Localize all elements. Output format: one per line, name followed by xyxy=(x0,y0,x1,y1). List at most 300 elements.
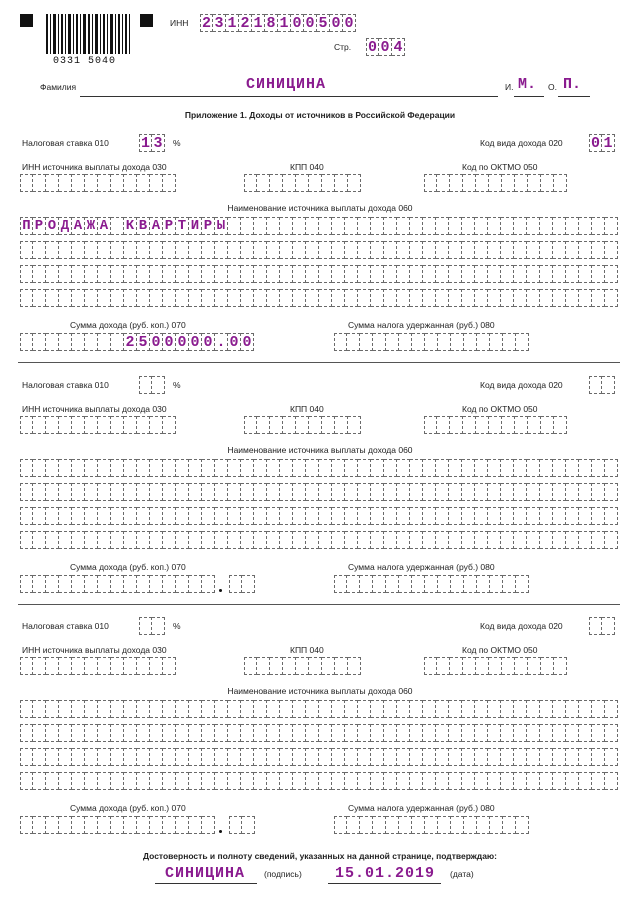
cell xyxy=(592,483,605,501)
cell xyxy=(501,724,514,742)
page-number-field[interactable] xyxy=(366,38,405,56)
cell xyxy=(46,724,59,742)
income-sum-field[interactable] xyxy=(20,333,254,351)
cell: Ж xyxy=(85,217,98,235)
cell xyxy=(475,265,488,283)
cell xyxy=(293,217,306,235)
cell xyxy=(293,241,306,259)
cell xyxy=(345,217,358,235)
cell xyxy=(46,241,59,259)
cell xyxy=(215,289,228,307)
barcode-icon xyxy=(46,14,130,54)
cell xyxy=(449,748,462,766)
cell xyxy=(124,772,137,790)
cell xyxy=(527,265,540,283)
cell xyxy=(244,416,257,434)
signature-value[interactable]: СИНИЦИНА xyxy=(165,865,246,882)
cell xyxy=(59,241,72,259)
cell xyxy=(501,289,514,307)
cell xyxy=(462,289,475,307)
cell xyxy=(124,483,137,501)
cell xyxy=(566,265,579,283)
cell xyxy=(59,174,72,192)
cell xyxy=(306,724,319,742)
cell xyxy=(111,483,124,501)
cell xyxy=(358,724,371,742)
cell xyxy=(124,724,137,742)
source-name-line[interactable] xyxy=(20,217,618,235)
cell xyxy=(111,575,124,593)
cell xyxy=(477,816,490,834)
cell xyxy=(514,483,527,501)
cell xyxy=(592,507,605,525)
cell: О xyxy=(46,217,59,235)
cell xyxy=(228,531,241,549)
cell xyxy=(554,416,567,434)
cell xyxy=(293,700,306,718)
cell: 1 xyxy=(226,14,239,32)
cell xyxy=(98,483,111,501)
cell xyxy=(150,700,163,718)
cell xyxy=(33,333,46,351)
cell xyxy=(345,772,358,790)
cell xyxy=(501,700,514,718)
cell xyxy=(477,575,490,593)
source-name-line[interactable] xyxy=(20,459,618,477)
source-inn-field[interactable] xyxy=(20,416,176,434)
cell: 4 xyxy=(392,38,405,56)
cell xyxy=(554,174,567,192)
cell xyxy=(450,174,463,192)
cell xyxy=(489,174,502,192)
cell xyxy=(397,531,410,549)
cell xyxy=(254,217,267,235)
rate-field[interactable] xyxy=(139,617,165,635)
cell xyxy=(98,241,111,259)
cell xyxy=(373,575,386,593)
cell xyxy=(424,174,437,192)
cell xyxy=(72,575,85,593)
cell xyxy=(72,483,85,501)
cell xyxy=(502,174,515,192)
cell xyxy=(371,241,384,259)
cell xyxy=(605,748,618,766)
cell xyxy=(423,748,436,766)
cell xyxy=(476,174,489,192)
cell xyxy=(449,289,462,307)
cell xyxy=(592,265,605,283)
income-type-field[interactable] xyxy=(589,134,615,152)
cell xyxy=(215,483,228,501)
source-inn-field[interactable] xyxy=(20,174,176,192)
cell xyxy=(124,575,137,593)
cell xyxy=(358,772,371,790)
oktmo-field[interactable] xyxy=(424,174,567,192)
cell xyxy=(462,265,475,283)
cell xyxy=(46,289,59,307)
source-inn-field[interactable] xyxy=(20,657,176,675)
patronymic-initial[interactable]: П. xyxy=(563,76,582,93)
cell xyxy=(490,816,503,834)
name-initial[interactable]: М. xyxy=(518,76,537,93)
cell xyxy=(176,241,189,259)
cell xyxy=(605,700,618,718)
rate-field[interactable] xyxy=(139,376,165,394)
cell xyxy=(137,483,150,501)
cell xyxy=(202,748,215,766)
cell xyxy=(111,416,124,434)
cell xyxy=(59,816,72,834)
income-rub-field[interactable] xyxy=(20,816,215,834)
cell xyxy=(59,507,72,525)
cell xyxy=(423,507,436,525)
confirm-text: Достоверность и полноту сведений, указанных на данной странице, подтверждаю: xyxy=(142,851,498,861)
income-type-field[interactable] xyxy=(589,376,615,394)
cell xyxy=(514,507,527,525)
cell: 3 xyxy=(152,134,165,152)
cell xyxy=(371,483,384,501)
cell xyxy=(163,816,176,834)
cell xyxy=(150,657,163,675)
cell xyxy=(124,289,137,307)
source-name-line[interactable] xyxy=(20,265,618,283)
source-name-line[interactable] xyxy=(20,748,618,766)
cell xyxy=(514,748,527,766)
cell xyxy=(241,289,254,307)
income-sum-label: Сумма дохода (руб. коп.) 070 xyxy=(70,803,186,813)
cell xyxy=(450,416,463,434)
cell: А xyxy=(72,217,85,235)
cell xyxy=(306,483,319,501)
percent-sign: % xyxy=(173,380,181,390)
surname-value[interactable]: СИНИЦИНА xyxy=(246,76,327,93)
cell xyxy=(85,700,98,718)
cell xyxy=(20,724,33,742)
cell xyxy=(254,507,267,525)
cell xyxy=(124,265,137,283)
section-divider xyxy=(18,604,620,605)
cell xyxy=(137,816,150,834)
cell xyxy=(516,333,529,351)
cell xyxy=(579,748,592,766)
cell xyxy=(384,724,397,742)
cell: 1 xyxy=(278,14,291,32)
rate-field[interactable] xyxy=(139,134,165,152)
cell xyxy=(579,724,592,742)
cell xyxy=(254,289,267,307)
cell: 1 xyxy=(252,14,265,32)
tax-withheld-field[interactable] xyxy=(334,816,529,834)
cell xyxy=(579,507,592,525)
cell xyxy=(501,241,514,259)
cell xyxy=(527,459,540,477)
cell xyxy=(215,700,228,718)
source-name-line[interactable] xyxy=(20,772,618,790)
kpp-field[interactable] xyxy=(244,416,361,434)
cell xyxy=(527,772,540,790)
cell xyxy=(410,748,423,766)
cell xyxy=(257,174,270,192)
cell xyxy=(189,265,202,283)
inn-label: ИНН xyxy=(170,18,189,28)
cell xyxy=(202,772,215,790)
cell xyxy=(553,289,566,307)
cell xyxy=(202,241,215,259)
corner-marker-left xyxy=(20,14,33,27)
surname-underline xyxy=(80,96,498,97)
cell xyxy=(137,241,150,259)
cell xyxy=(228,265,241,283)
cell xyxy=(436,459,449,477)
cell xyxy=(85,748,98,766)
cell xyxy=(514,724,527,742)
cell xyxy=(514,459,527,477)
cell xyxy=(384,459,397,477)
cell: К xyxy=(124,217,137,235)
income-sum-label: Сумма дохода (руб. коп.) 070 xyxy=(70,320,186,330)
cell xyxy=(516,816,529,834)
cell xyxy=(270,174,283,192)
cell xyxy=(540,241,553,259)
cell xyxy=(20,657,33,675)
cell xyxy=(111,174,124,192)
cell xyxy=(589,376,602,394)
source-name-line[interactable] xyxy=(20,507,618,525)
cell xyxy=(322,174,335,192)
cell xyxy=(267,483,280,501)
cell xyxy=(475,700,488,718)
cell xyxy=(397,483,410,501)
name-label: И. xyxy=(505,82,514,92)
cell xyxy=(241,748,254,766)
kpp-label: КПП 040 xyxy=(290,162,324,172)
kpp-field[interactable] xyxy=(244,174,361,192)
cell xyxy=(605,217,618,235)
cell xyxy=(20,289,33,307)
cell: 0 xyxy=(343,14,356,32)
cell xyxy=(72,174,85,192)
kpp-field[interactable] xyxy=(244,657,361,675)
cell: 0 xyxy=(150,333,163,351)
income-rub-field[interactable] xyxy=(20,575,215,593)
cell xyxy=(605,724,618,742)
cell xyxy=(85,657,98,675)
tax-withheld-field[interactable] xyxy=(334,575,529,593)
cell xyxy=(283,416,296,434)
cell xyxy=(436,265,449,283)
tax-withheld-label: Сумма налога удержанная (руб.) 080 xyxy=(348,320,495,330)
cell xyxy=(540,700,553,718)
cell xyxy=(176,265,189,283)
cell xyxy=(410,531,423,549)
cell xyxy=(254,772,267,790)
cell xyxy=(540,724,553,742)
cell xyxy=(384,700,397,718)
cell xyxy=(514,241,527,259)
cell xyxy=(20,816,33,834)
cell xyxy=(371,748,384,766)
cell xyxy=(475,483,488,501)
cell xyxy=(360,575,373,593)
cell xyxy=(488,724,501,742)
oktmo-field[interactable] xyxy=(424,657,567,675)
cell xyxy=(33,816,46,834)
cell xyxy=(488,241,501,259)
signature-underline xyxy=(155,883,257,884)
cell xyxy=(425,333,438,351)
cell xyxy=(397,507,410,525)
cell xyxy=(257,657,270,675)
source-name-line[interactable] xyxy=(20,241,618,259)
cell xyxy=(150,416,163,434)
source-name-line[interactable] xyxy=(20,483,618,501)
cell xyxy=(163,507,176,525)
cell xyxy=(540,772,553,790)
cell xyxy=(202,507,215,525)
cell xyxy=(449,724,462,742)
cell xyxy=(451,575,464,593)
cell xyxy=(332,265,345,283)
cell xyxy=(540,217,553,235)
cell xyxy=(464,575,477,593)
cell xyxy=(267,459,280,477)
cell xyxy=(202,724,215,742)
cell xyxy=(111,217,124,235)
cell xyxy=(296,416,309,434)
cell xyxy=(124,748,137,766)
cell xyxy=(332,241,345,259)
cell xyxy=(98,772,111,790)
name-underline xyxy=(514,96,544,97)
oktmo-field[interactable] xyxy=(424,416,567,434)
cell xyxy=(399,575,412,593)
cell xyxy=(137,748,150,766)
cell xyxy=(202,289,215,307)
cell xyxy=(397,748,410,766)
cell xyxy=(477,333,490,351)
cell xyxy=(241,531,254,549)
cell xyxy=(124,700,137,718)
cell xyxy=(85,174,98,192)
income-kop-field[interactable] xyxy=(229,575,255,593)
cell xyxy=(202,575,215,593)
cell xyxy=(59,265,72,283)
cell xyxy=(280,289,293,307)
cell xyxy=(228,459,241,477)
cell xyxy=(605,507,618,525)
cell: 2 xyxy=(239,14,252,32)
source-name-line[interactable] xyxy=(20,289,618,307)
page-label: Стр. xyxy=(334,42,352,52)
cell xyxy=(332,289,345,307)
cell xyxy=(602,376,615,394)
cell xyxy=(215,724,228,742)
rate-label: Налоговая ставка 010 xyxy=(22,621,109,631)
cell xyxy=(163,575,176,593)
cell xyxy=(553,483,566,501)
cell xyxy=(85,333,98,351)
cell xyxy=(33,416,46,434)
cell xyxy=(464,333,477,351)
source-inn-label: ИНН источника выплаты дохода 030 xyxy=(22,645,167,655)
cell xyxy=(502,416,515,434)
cell: 0 xyxy=(590,134,600,152)
cell xyxy=(319,531,332,549)
cell xyxy=(358,217,371,235)
date-underline xyxy=(328,883,441,884)
cell xyxy=(579,241,592,259)
cell xyxy=(33,772,46,790)
cell xyxy=(345,724,358,742)
cell xyxy=(410,507,423,525)
cell: 1 xyxy=(602,134,615,152)
cell xyxy=(293,724,306,742)
cell xyxy=(540,289,553,307)
cell xyxy=(202,816,215,834)
cell xyxy=(501,265,514,283)
cell xyxy=(579,459,592,477)
source-name-line[interactable] xyxy=(20,531,618,549)
cell xyxy=(358,289,371,307)
cell xyxy=(46,772,59,790)
cell xyxy=(20,174,33,192)
cell xyxy=(424,657,437,675)
inn-field[interactable] xyxy=(200,14,356,32)
cell xyxy=(515,416,528,434)
cell xyxy=(150,748,163,766)
cell xyxy=(111,700,124,718)
cell xyxy=(306,772,319,790)
cell xyxy=(137,700,150,718)
cell xyxy=(553,507,566,525)
cell xyxy=(98,174,111,192)
cell xyxy=(423,531,436,549)
cell xyxy=(33,700,46,718)
cell xyxy=(20,531,33,549)
cell xyxy=(579,700,592,718)
cell xyxy=(412,575,425,593)
source-name-line[interactable] xyxy=(20,700,618,718)
cell xyxy=(280,700,293,718)
cell xyxy=(111,531,124,549)
cell xyxy=(111,333,124,351)
cell xyxy=(33,748,46,766)
cell xyxy=(397,459,410,477)
tax-withheld-field[interactable] xyxy=(334,333,529,351)
income-kop-field[interactable] xyxy=(229,816,255,834)
cell xyxy=(137,459,150,477)
cell xyxy=(592,217,605,235)
cell xyxy=(345,241,358,259)
cell xyxy=(267,531,280,549)
cell xyxy=(514,217,527,235)
cell xyxy=(228,772,241,790)
cell xyxy=(592,459,605,477)
cell xyxy=(254,241,267,259)
cell xyxy=(384,772,397,790)
cell xyxy=(163,657,176,675)
income-type-field[interactable] xyxy=(589,617,615,635)
cell xyxy=(527,700,540,718)
date-value[interactable]: 15.01.2019 xyxy=(335,865,436,882)
source-name-line[interactable] xyxy=(20,724,618,742)
cell xyxy=(150,459,163,477)
cell xyxy=(176,531,189,549)
cell xyxy=(20,700,33,718)
cell xyxy=(85,816,98,834)
cell xyxy=(332,459,345,477)
cell xyxy=(163,700,176,718)
